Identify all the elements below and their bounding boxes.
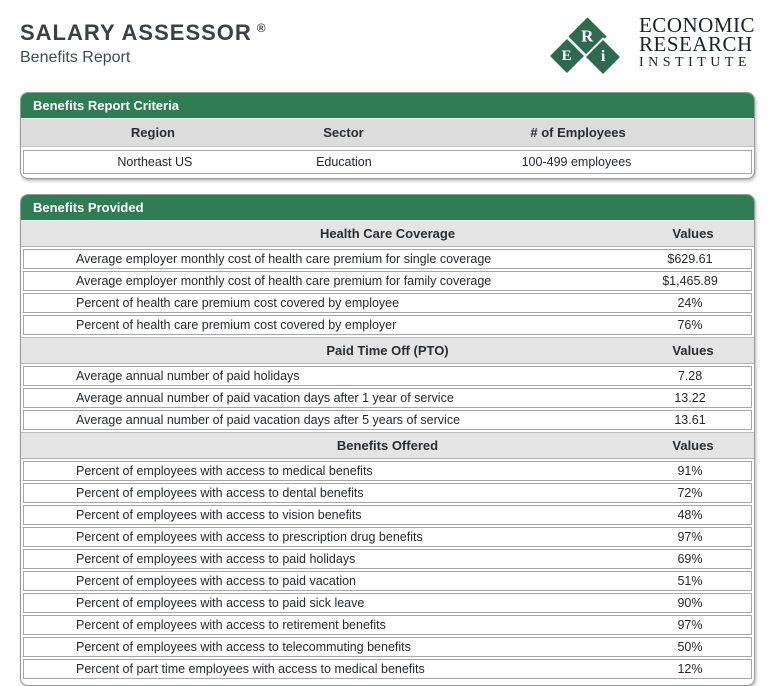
benefit-row — [23, 637, 752, 657]
benefit-label: Percent of employees with access to medical benefits — [76, 464, 373, 478]
benefit-label: Percent of employees with access to retirement benefits — [76, 618, 386, 632]
criteria-value-sector: Education — [316, 155, 372, 169]
benefit-value: 12% — [677, 662, 703, 676]
values-column-header: Values — [672, 226, 714, 241]
benefit-label: Percent of employees with access to vision benefits — [76, 508, 362, 522]
criteria-column-employees: # of Employees — [530, 125, 626, 140]
benefit-row — [23, 505, 752, 525]
diamond-i-icon: i — [586, 40, 620, 74]
benefit-label: Percent of employees with access to paid vacation — [76, 574, 357, 588]
benefit-label: Percent of employees with access to telecommuting benefits — [76, 640, 411, 654]
benefits-panel-title: Benefits Provided — [21, 195, 754, 221]
benefit-value: 97% — [677, 618, 703, 632]
benefit-group-title: Paid Time Off (PTO) — [326, 343, 449, 358]
benefit-value: 13.61 — [674, 413, 706, 427]
diamond-e-icon: E — [550, 39, 584, 73]
benefit-row — [23, 615, 752, 635]
benefit-value: 76% — [677, 318, 703, 332]
benefit-row — [23, 410, 752, 430]
benefit-group-header — [21, 221, 754, 247]
eri-diamonds-icon — [544, 14, 632, 78]
benefit-groups — [21, 221, 754, 679]
benefit-label: Average annual number of paid holidays — [76, 369, 300, 383]
criteria-column-headers — [21, 119, 754, 147]
benefit-row — [23, 571, 752, 591]
benefit-value: 51% — [677, 574, 703, 588]
benefit-label: Percent of employees with access to dental benefits — [76, 486, 364, 500]
benefit-row — [23, 271, 752, 291]
benefit-row — [23, 388, 752, 408]
benefit-label: Percent of part time employees with access to medical benefits — [76, 662, 425, 676]
benefit-group-header — [21, 432, 754, 459]
benefit-value: 91% — [677, 464, 703, 478]
panel-bottom-pad — [21, 681, 754, 685]
benefit-value: 72% — [677, 486, 703, 500]
values-column-header: Values — [672, 343, 714, 358]
benefit-row — [23, 249, 752, 269]
benefit-group-title: Benefits Offered — [336, 438, 439, 453]
benefit-row — [23, 315, 752, 335]
benefit-label: Average annual number of paid vacation days after 1 year of service — [76, 391, 454, 405]
criteria-panel — [20, 92, 755, 179]
report-header — [20, 12, 755, 80]
criteria-panel-title: Benefits Report Criteria — [21, 93, 754, 119]
page-title-text: SALARY ASSESSOR — [20, 20, 252, 45]
benefits-panel — [20, 194, 755, 686]
criteria-value-employees: 100-499 employees — [521, 155, 632, 169]
benefit-value: $1,465.89 — [662, 274, 718, 288]
benefit-value: $629.61 — [667, 252, 713, 266]
benefit-value: 97% — [677, 530, 703, 544]
benefit-label: Percent of health care premium cost covered by employee — [76, 296, 400, 310]
benefit-value: 48% — [677, 508, 703, 522]
eri-logo — [544, 12, 755, 78]
benefit-row — [23, 483, 752, 503]
benefit-label: Average annual number of paid vacation days after 5 years of service — [76, 413, 461, 427]
benefit-label: Percent of health care premium cost covered by employer — [76, 318, 397, 332]
org-name-line2: RESEARCH — [638, 32, 753, 56]
page-subtitle: Benefits Report — [20, 49, 131, 66]
values-column-header: Values — [672, 438, 714, 453]
benefit-label: Average employer monthly cost of health care premium for family coverage — [76, 274, 492, 288]
criteria-values-row — [23, 150, 752, 174]
benefit-label: Percent of employees with access to prescription drug benefits — [76, 530, 423, 544]
benefit-row — [23, 549, 752, 569]
criteria-value-region: Northeast US — [117, 155, 193, 169]
benefit-value: 13.22 — [674, 391, 706, 405]
registered-trademark-symbol: ® — [256, 21, 266, 35]
benefit-value: 69% — [677, 552, 703, 566]
benefit-row — [23, 366, 752, 386]
benefit-value: 50% — [677, 640, 703, 654]
benefit-label: Percent of employees with access to paid holidays — [76, 552, 356, 566]
benefit-value: 90% — [677, 596, 703, 610]
org-name-line1: ECONOMIC — [638, 13, 755, 37]
benefit-row — [23, 593, 752, 613]
benefit-row — [23, 659, 752, 679]
benefit-value: 24% — [677, 296, 703, 310]
benefit-row — [23, 527, 752, 547]
benefit-value: 7.28 — [677, 369, 703, 383]
title-block — [20, 12, 266, 67]
benefit-group-header — [21, 337, 754, 364]
panel-gap — [20, 179, 755, 194]
eri-org-name — [639, 12, 755, 71]
criteria-column-region: Region — [130, 125, 175, 140]
criteria-column-sector: Sector — [323, 125, 364, 140]
diamond-r-icon: R — [568, 17, 606, 55]
page-title — [20, 20, 266, 46]
benefit-row — [23, 461, 752, 481]
benefit-row — [23, 293, 752, 313]
benefit-label: Percent of employees with access to paid sick leave — [76, 596, 365, 610]
org-name-line3: INSTITUTE — [638, 55, 752, 70]
benefit-label: Average employer monthly cost of health care premium for single coverage — [76, 252, 492, 266]
benefit-group-title: Health Care Coverage — [319, 226, 456, 241]
